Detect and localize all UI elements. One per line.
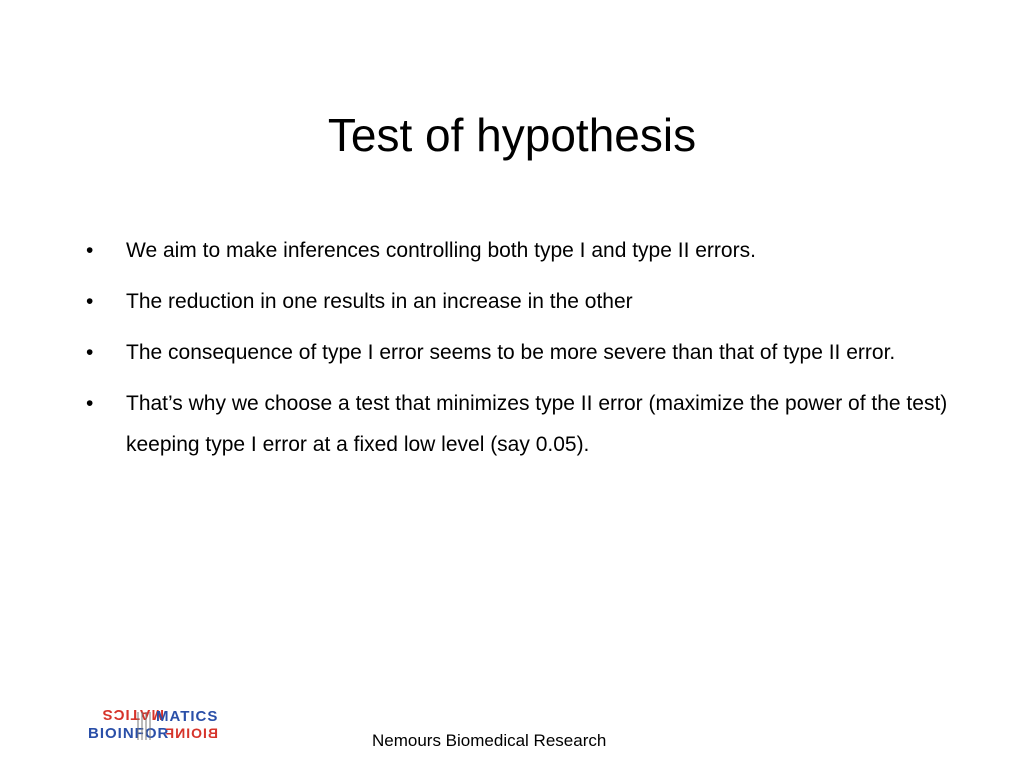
- bullet-text: The consequence of type I error seems to be more severe than that of type II error.: [126, 341, 896, 364]
- bullet-item: [86, 383, 956, 465]
- footer-text: Nemours Biomedical Research: [372, 731, 607, 750]
- logo-text-bottom: BIOINFOR: [88, 725, 170, 742]
- bullet-item: [86, 230, 956, 271]
- bullet-marker: •: [86, 392, 94, 415]
- bullet-item: [86, 281, 956, 322]
- bullet-marker: •: [86, 341, 94, 364]
- bioinformatics-logo: [86, 704, 222, 746]
- svg-text:MATICS: MATICS: [101, 706, 164, 723]
- bullet-text: We aim to make inferences controlling both type I and type II errors.: [126, 239, 756, 262]
- bullet-item: [86, 332, 956, 373]
- bullet-marker: •: [86, 290, 94, 313]
- svg-text:BIOINF: BIOINF: [164, 725, 218, 741]
- bullet-list: [86, 230, 956, 475]
- logo-text-top: MATICS: [156, 708, 219, 725]
- bullet-text: The reduction in one results in an increase in the other: [126, 290, 633, 313]
- bullet-text: That’s why we choose a test that minimizes type II error (maximize the power of the test) keeping type I error at a fixed low level (say 0.05).: [126, 392, 948, 456]
- bullet-marker: •: [86, 239, 94, 262]
- slide-title: Test of hypothesis: [327, 109, 697, 161]
